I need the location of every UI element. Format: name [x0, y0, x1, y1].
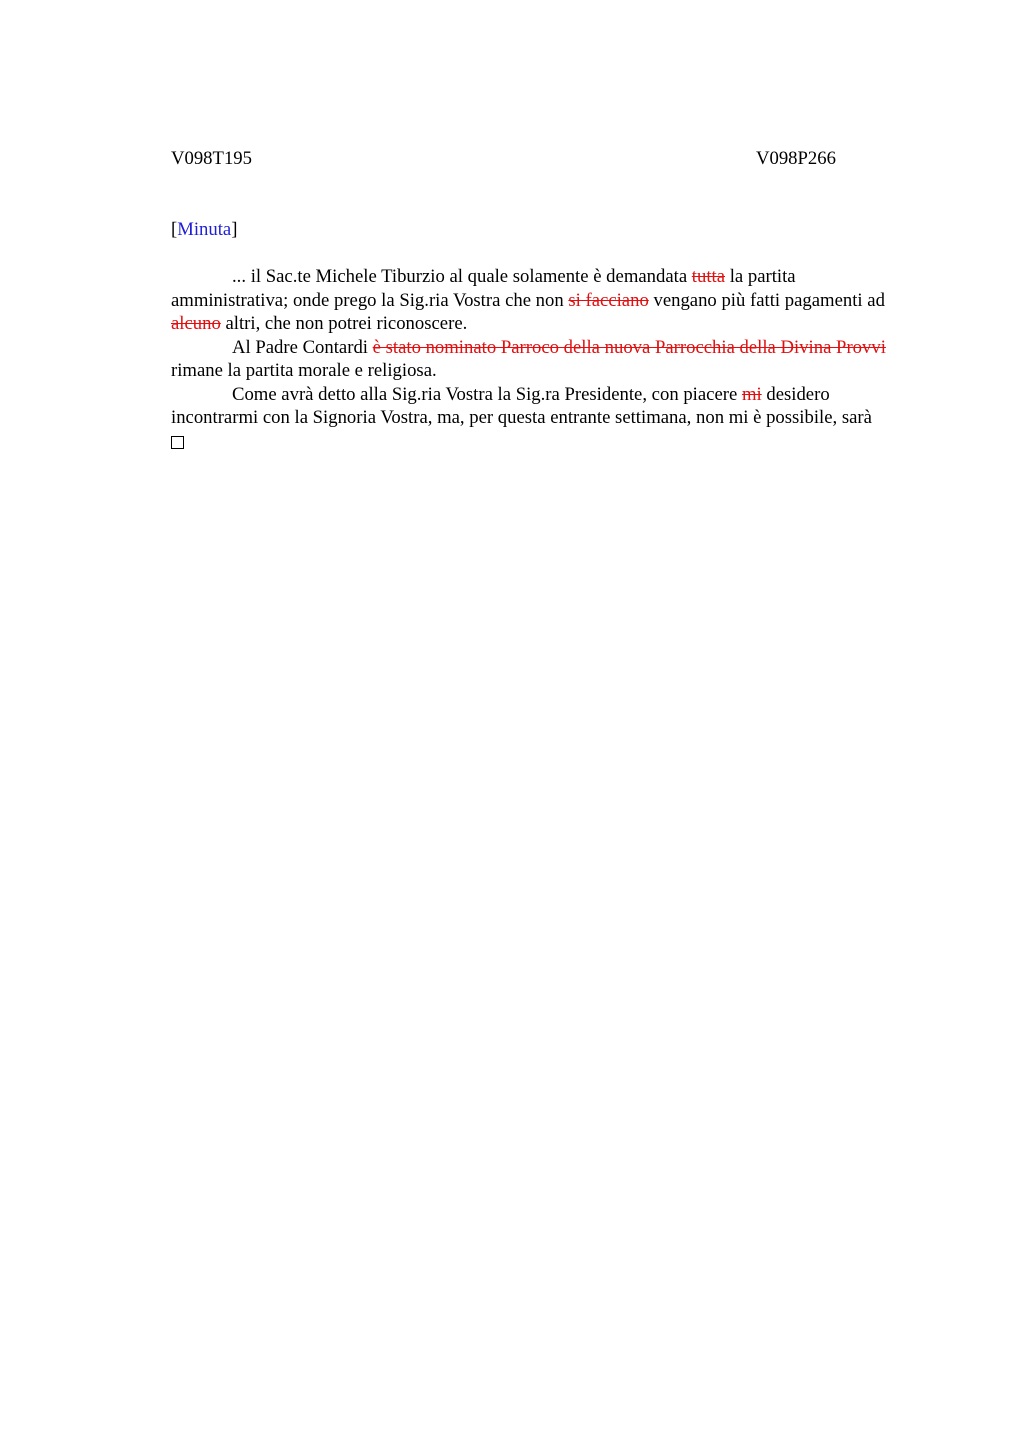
- text-segment: Al Padre Contardi: [232, 336, 373, 358]
- deleted-text: tutta: [691, 266, 726, 287]
- document-body: [171, 265, 916, 449]
- deleted-text: alcuno: [171, 313, 221, 334]
- label-open-bracket: [: [171, 219, 178, 240]
- label-text: Minuta: [177, 219, 232, 240]
- text-segment: ... il Sac.te Michele Tiburzio al quale solamente è demandata: [232, 266, 692, 287]
- text-segment: desidero incontrarmi con la Signoria Vostra, ma, per questa entrante settimana, non mi è possibile, sarà: [171, 383, 872, 428]
- text-segment: rimane la partita morale e religiosa.: [171, 360, 437, 381]
- text-segment: la partita amministrativa; onde prego la Sig.ria Vostra che non: [171, 266, 796, 311]
- document-header: [171, 147, 911, 171]
- paragraph-2: [171, 336, 916, 383]
- minuta-label: [171, 218, 237, 242]
- header-right-code: V098P266: [756, 148, 836, 169]
- paragraph-1: [171, 265, 916, 336]
- text-segment: Come avrà detto alla Sig.ria Vostra la Sig.ra Presidente, con piacere: [232, 383, 742, 405]
- label-close-bracket: ]: [231, 219, 238, 240]
- checkbox-icon: [171, 436, 184, 449]
- text-segment: vengano più fatti pagamenti ad: [648, 289, 885, 311]
- deleted-text: è stato nominato Parroco della nuova Parrocchia della Divina Provvi: [372, 336, 886, 358]
- deleted-text: si facciano: [568, 289, 649, 311]
- paragraph-3: [171, 383, 916, 430]
- text-segment: altri, che non potrei riconoscere.: [220, 313, 468, 334]
- header-left-code: V098T195: [171, 148, 252, 169]
- deleted-text: mi: [741, 383, 762, 405]
